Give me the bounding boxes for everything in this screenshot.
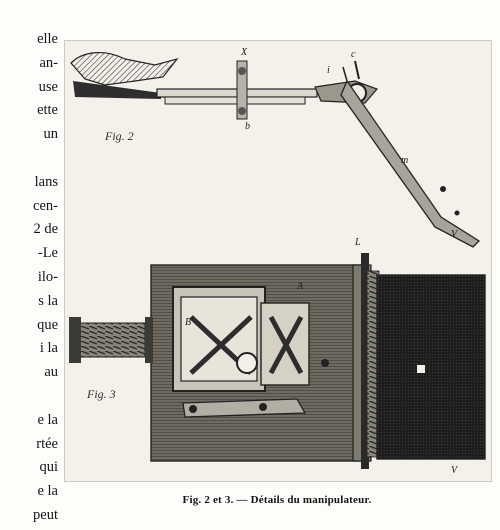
left-column-line: use: [38, 78, 58, 95]
left-column-line: s la: [38, 292, 58, 309]
letter-l: L: [355, 237, 361, 248]
left-column-line: [0, 147, 58, 171]
left-column-line: i la: [39, 340, 58, 357]
letter-m: m: [401, 155, 409, 166]
fig3-label: Fig. 3: [87, 387, 116, 401]
letter-a: A: [297, 281, 304, 292]
left-column-line: au: [44, 364, 58, 381]
fig2-lever-drawing: [71, 53, 479, 247]
engraving-illustration: [65, 41, 491, 481]
letter-x: X: [241, 47, 248, 58]
left-column-line: peut: [33, 506, 58, 523]
left-column-line: [0, 385, 58, 409]
left-column-line: an-: [39, 54, 58, 71]
left-column-line: e la: [37, 411, 58, 428]
letter-b-prime-left: B': [185, 317, 194, 328]
left-column-text: [0, 28, 58, 528]
left-column-line: ette: [37, 102, 58, 119]
fig2-label: Fig. 2: [105, 129, 134, 143]
engraver-signature: V: [451, 465, 458, 476]
left-column-line: e la: [37, 483, 58, 500]
left-column-line: ilo-: [37, 268, 58, 285]
left-column-line: cen-: [33, 197, 58, 214]
fig3-base-drawing: [69, 253, 485, 469]
left-column-line: rtée: [36, 435, 58, 452]
letter-j: J: [425, 343, 430, 354]
left-column-line: que: [37, 316, 58, 333]
left-column-line: 2 de: [33, 221, 58, 238]
left-column-line: un: [43, 126, 58, 143]
engraving-figure: [64, 40, 492, 482]
left-column-line: lans: [34, 173, 58, 190]
figure-caption: Fig. 2 et 3. — Détails du manipulateur.: [182, 494, 372, 506]
left-column-line: -Le: [37, 245, 58, 262]
left-column-line: elle: [37, 31, 58, 47]
letter-b-prime: B': [417, 289, 426, 300]
letter-b: b: [245, 121, 250, 132]
left-column-line: qui: [39, 459, 58, 476]
letter-v: V: [451, 229, 458, 240]
letter-i: i: [327, 65, 330, 76]
letter-c: c: [351, 49, 356, 60]
